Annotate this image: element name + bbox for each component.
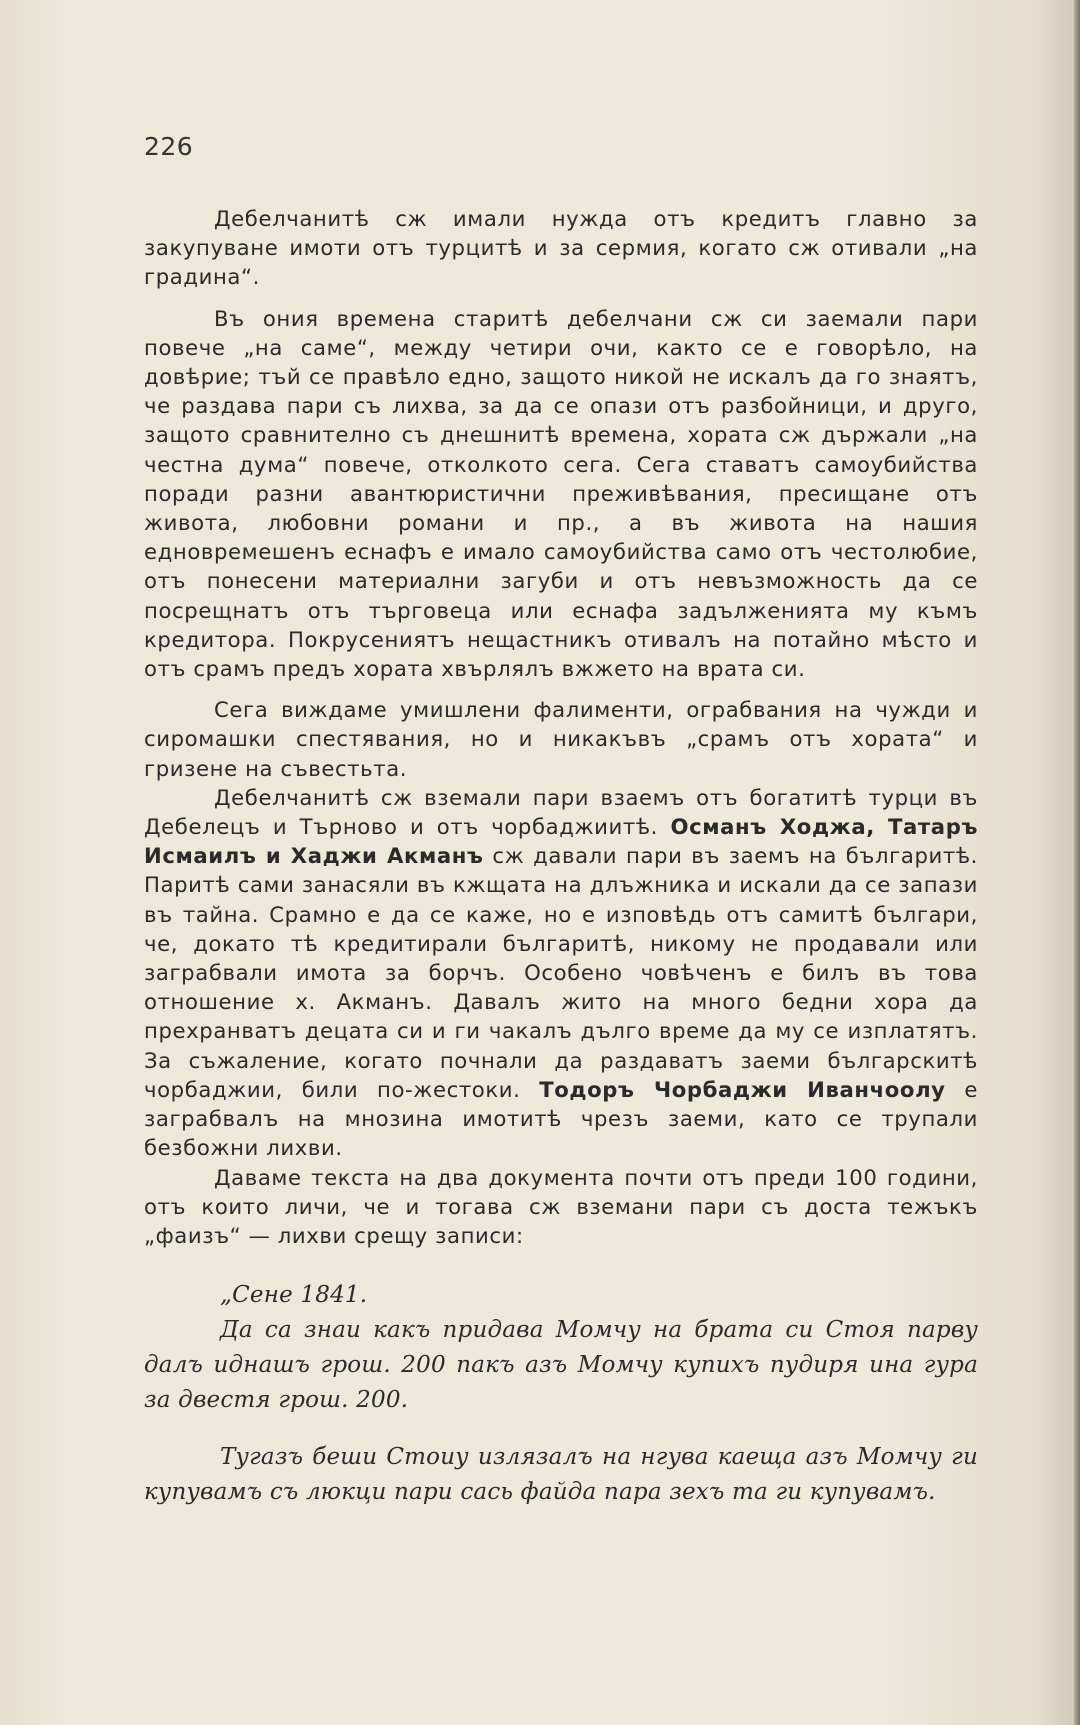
page-edge-shadow <box>1074 0 1080 1725</box>
paragraph-4-text-1: Дебелчанитѣ сж вземали пари взаемъ отъ богатитѣ турци въ Дебелецъ и Търново и отъ чорбаджиитѣ. <box>144 784 978 840</box>
page-number: 226 <box>144 132 194 161</box>
document-date: „Сене 1841. <box>220 1282 368 1309</box>
body-text <box>144 204 978 1510</box>
paragraph-4-text-3: е заграбвалъ на мнозина имотитѣ чрезъ заеми, като се трупали безбожни лихви. <box>144 1076 978 1161</box>
paragraph-5: Даваме текста на два документа почти отъ преди 100 години, отъ които личи, че и тогава сж вземани пари съ доста тежъкъ „фаизъ“ — лихви срещу записи: <box>144 1164 978 1248</box>
paragraph-4 <box>144 783 978 1163</box>
paragraph-1: Дебелчанитѣ сж имали нужда отъ кредитъ главно за закупуване имоти отъ турцитѣ и за сермия, когато сж отивали „на градина“. <box>144 206 978 290</box>
paragraph-4-names-turks: Османъ Ходжа, Татаръ Исмаилъ и Хаджи Акманъ <box>144 814 978 869</box>
paragraph-3: Сега виждаме умишлени фалименти, ограбвания на чужди и сиромашки спестявания, но и никакъвъ „срамъ отъ хората“ и гризене на съвестьта. <box>144 697 978 781</box>
paragraph-4-name-chorbadzhi: Тодоръ Чорбаджи Иванчоолу <box>539 1076 946 1102</box>
document-text-2: Тугазъ беши Стоиу излязалъ на нгува каеща азъ Момчу ги купувамъ съ люкци пари сась файда пара зехъ та ги купувамъ. <box>144 1444 978 1506</box>
paragraph-4-text-2: сж давали пари въ заемъ на българитѣ. Паритѣ сами занасяли въ кжщата на длъжника и искали да се запази въ тайна. Срамно е да се каже, но е изповѣдь отъ самитѣ българи, че, докато тѣ кредитирали българитѣ, никому не продавали или заграбвали имота за борчъ. Особено човѣченъ е билъ въ това отношение х. Акманъ. Давалъ жито на много бедни хора да прехранватъ децата си и ги чакалъ дълго време да му се изплатятъ. За съжаление, когато почнали да раздаватъ заеми българскитѣ чорбаджии, били по-жестоки. <box>144 843 978 1102</box>
document-text-1: Да са знаи какъ придава Момчу на брата си Стоя парву далъ иднашъ грош. 200 пакъ азъ Момчу купихъ пудиря ина гура за двестя грош. 200. <box>144 1317 978 1414</box>
paragraph-2: Въ ония времена старитѣ дебелчани сж си заемали пари повече „на саме“, между четири очи, както се е говорѣло, на довѣрие; тъй се правѣло едно, защото никой не искалъ да го знаятъ, че раздава пари съ лихва, за да се опази отъ разбойници, и друго, защото сравнително съ днешнитѣ времена, хората сж държали „на честна дума“ повече, отколкото сега. Сега ставатъ самоубийства поради разни авантюристични преживѣвания, пресищане отъ живота, любовни романи и пр., а въ живота на нашия едновремешенъ еснафъ е имало самоубийства само отъ честолюбие, отъ понесени материални загуби и отъ невъзможность да се посрещнатъ отъ търговеца или еснафа задълженията му къмъ кредитора. Покрусениятъ нещастникъ отивалъ на потайно мѣсто и отъ срамъ предъ хората хвърлялъ вжжето на врата си. <box>144 305 978 682</box>
